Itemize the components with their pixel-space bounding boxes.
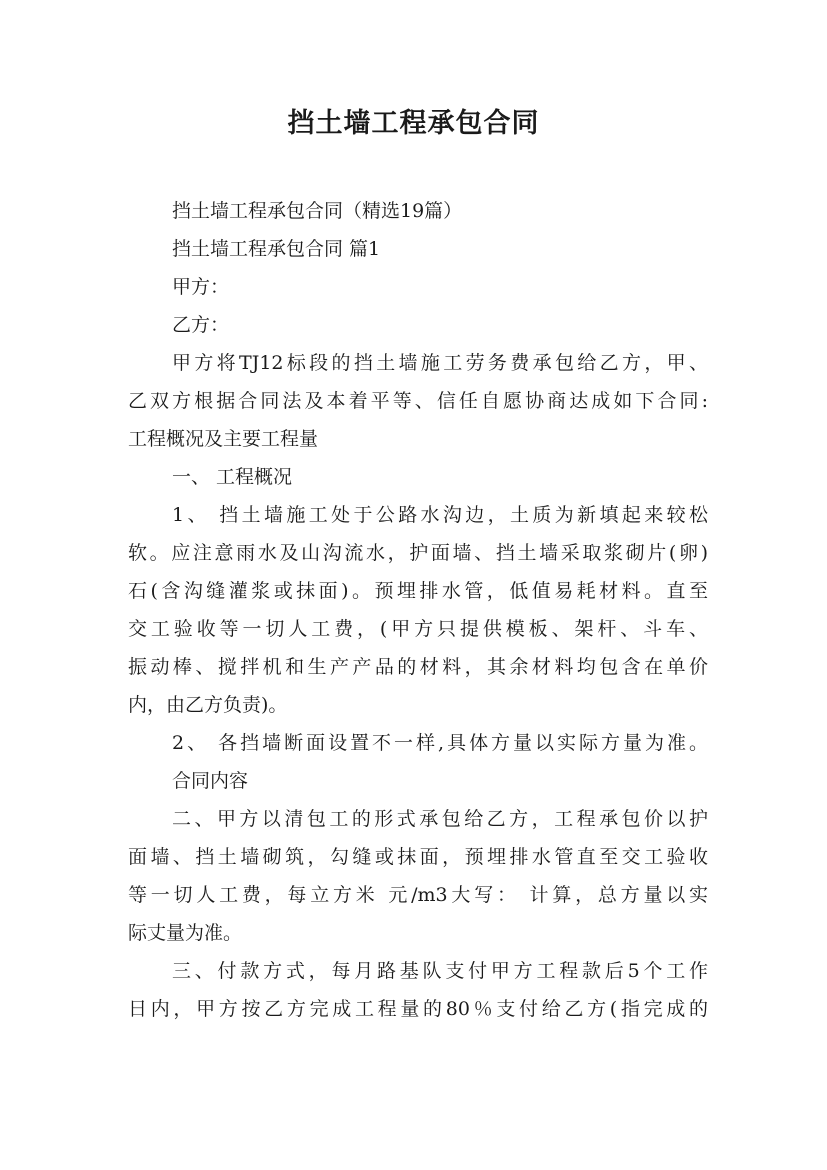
- paragraph-line: 日内，甲方按乙方完成工程量的80％支付给乙方(指完成的: [128, 998, 708, 1020]
- document-body: [128, 192, 708, 1028]
- paragraph-line: 乙方：: [172, 314, 230, 336]
- document-title: 挡土墙工程承包合同: [287, 108, 540, 139]
- paragraph-line: 甲方：: [172, 276, 230, 298]
- paragraph-line: 一、 工程概况: [172, 466, 293, 488]
- paragraph-line: 三、付款方式，每月路基队支付甲方工程款后5个工作: [172, 960, 708, 982]
- paragraph-line: 工程概况及主要工程量: [128, 428, 319, 450]
- paragraph-line: 软。应注意雨水及山沟流水，护面墙、挡土墙采取浆砌片(卵): [128, 542, 708, 564]
- paragraph-line: 内，由乙方负责)。: [128, 694, 288, 716]
- paragraph-line: 挡土墙工程承包合同 篇1: [172, 238, 381, 260]
- paragraph-line: 振动棒、搅拌机和生产产品的材料，其余材料均包含在单价: [128, 656, 708, 678]
- paragraph-line: 1、 挡土墙施工处于公路水沟边，土质为新填起来较松: [172, 504, 708, 526]
- paragraph-line: 乙双方根据合同法及本着平等、信任自愿协商达成如下合同:: [128, 390, 708, 412]
- paragraph-line: 石(含沟缝灌浆或抹面)。预埋排水管，低值易耗材料。直至: [128, 580, 708, 602]
- paragraph-line: 面墙、挡土墙砌筑，勾缝或抹面，预埋排水管直至交工验收: [128, 846, 708, 868]
- paragraph-line: 合同内容: [172, 770, 249, 792]
- paragraph-line: 挡土墙工程承包合同（精选19篇）: [172, 200, 463, 222]
- paragraph-line: 际丈量为准。: [128, 922, 243, 944]
- paragraph-line: 等一切人工费，每立方米 元/m3大写： 计算，总方量以实: [128, 884, 708, 906]
- paragraph-line: 2、 各挡墙断面设置不一样,具体方量以实际方量为准。: [172, 732, 708, 754]
- paragraph-line: 交工验收等一切人工费，(甲方只提供模板、架杆、斗车、: [128, 618, 708, 640]
- paragraph-line: 甲方将TJ12标段的挡土墙施工劳务费承包给乙方，甲、: [172, 352, 708, 374]
- paragraph-line: 二、甲方以清包工的形式承包给乙方，工程承包价以护: [172, 808, 708, 830]
